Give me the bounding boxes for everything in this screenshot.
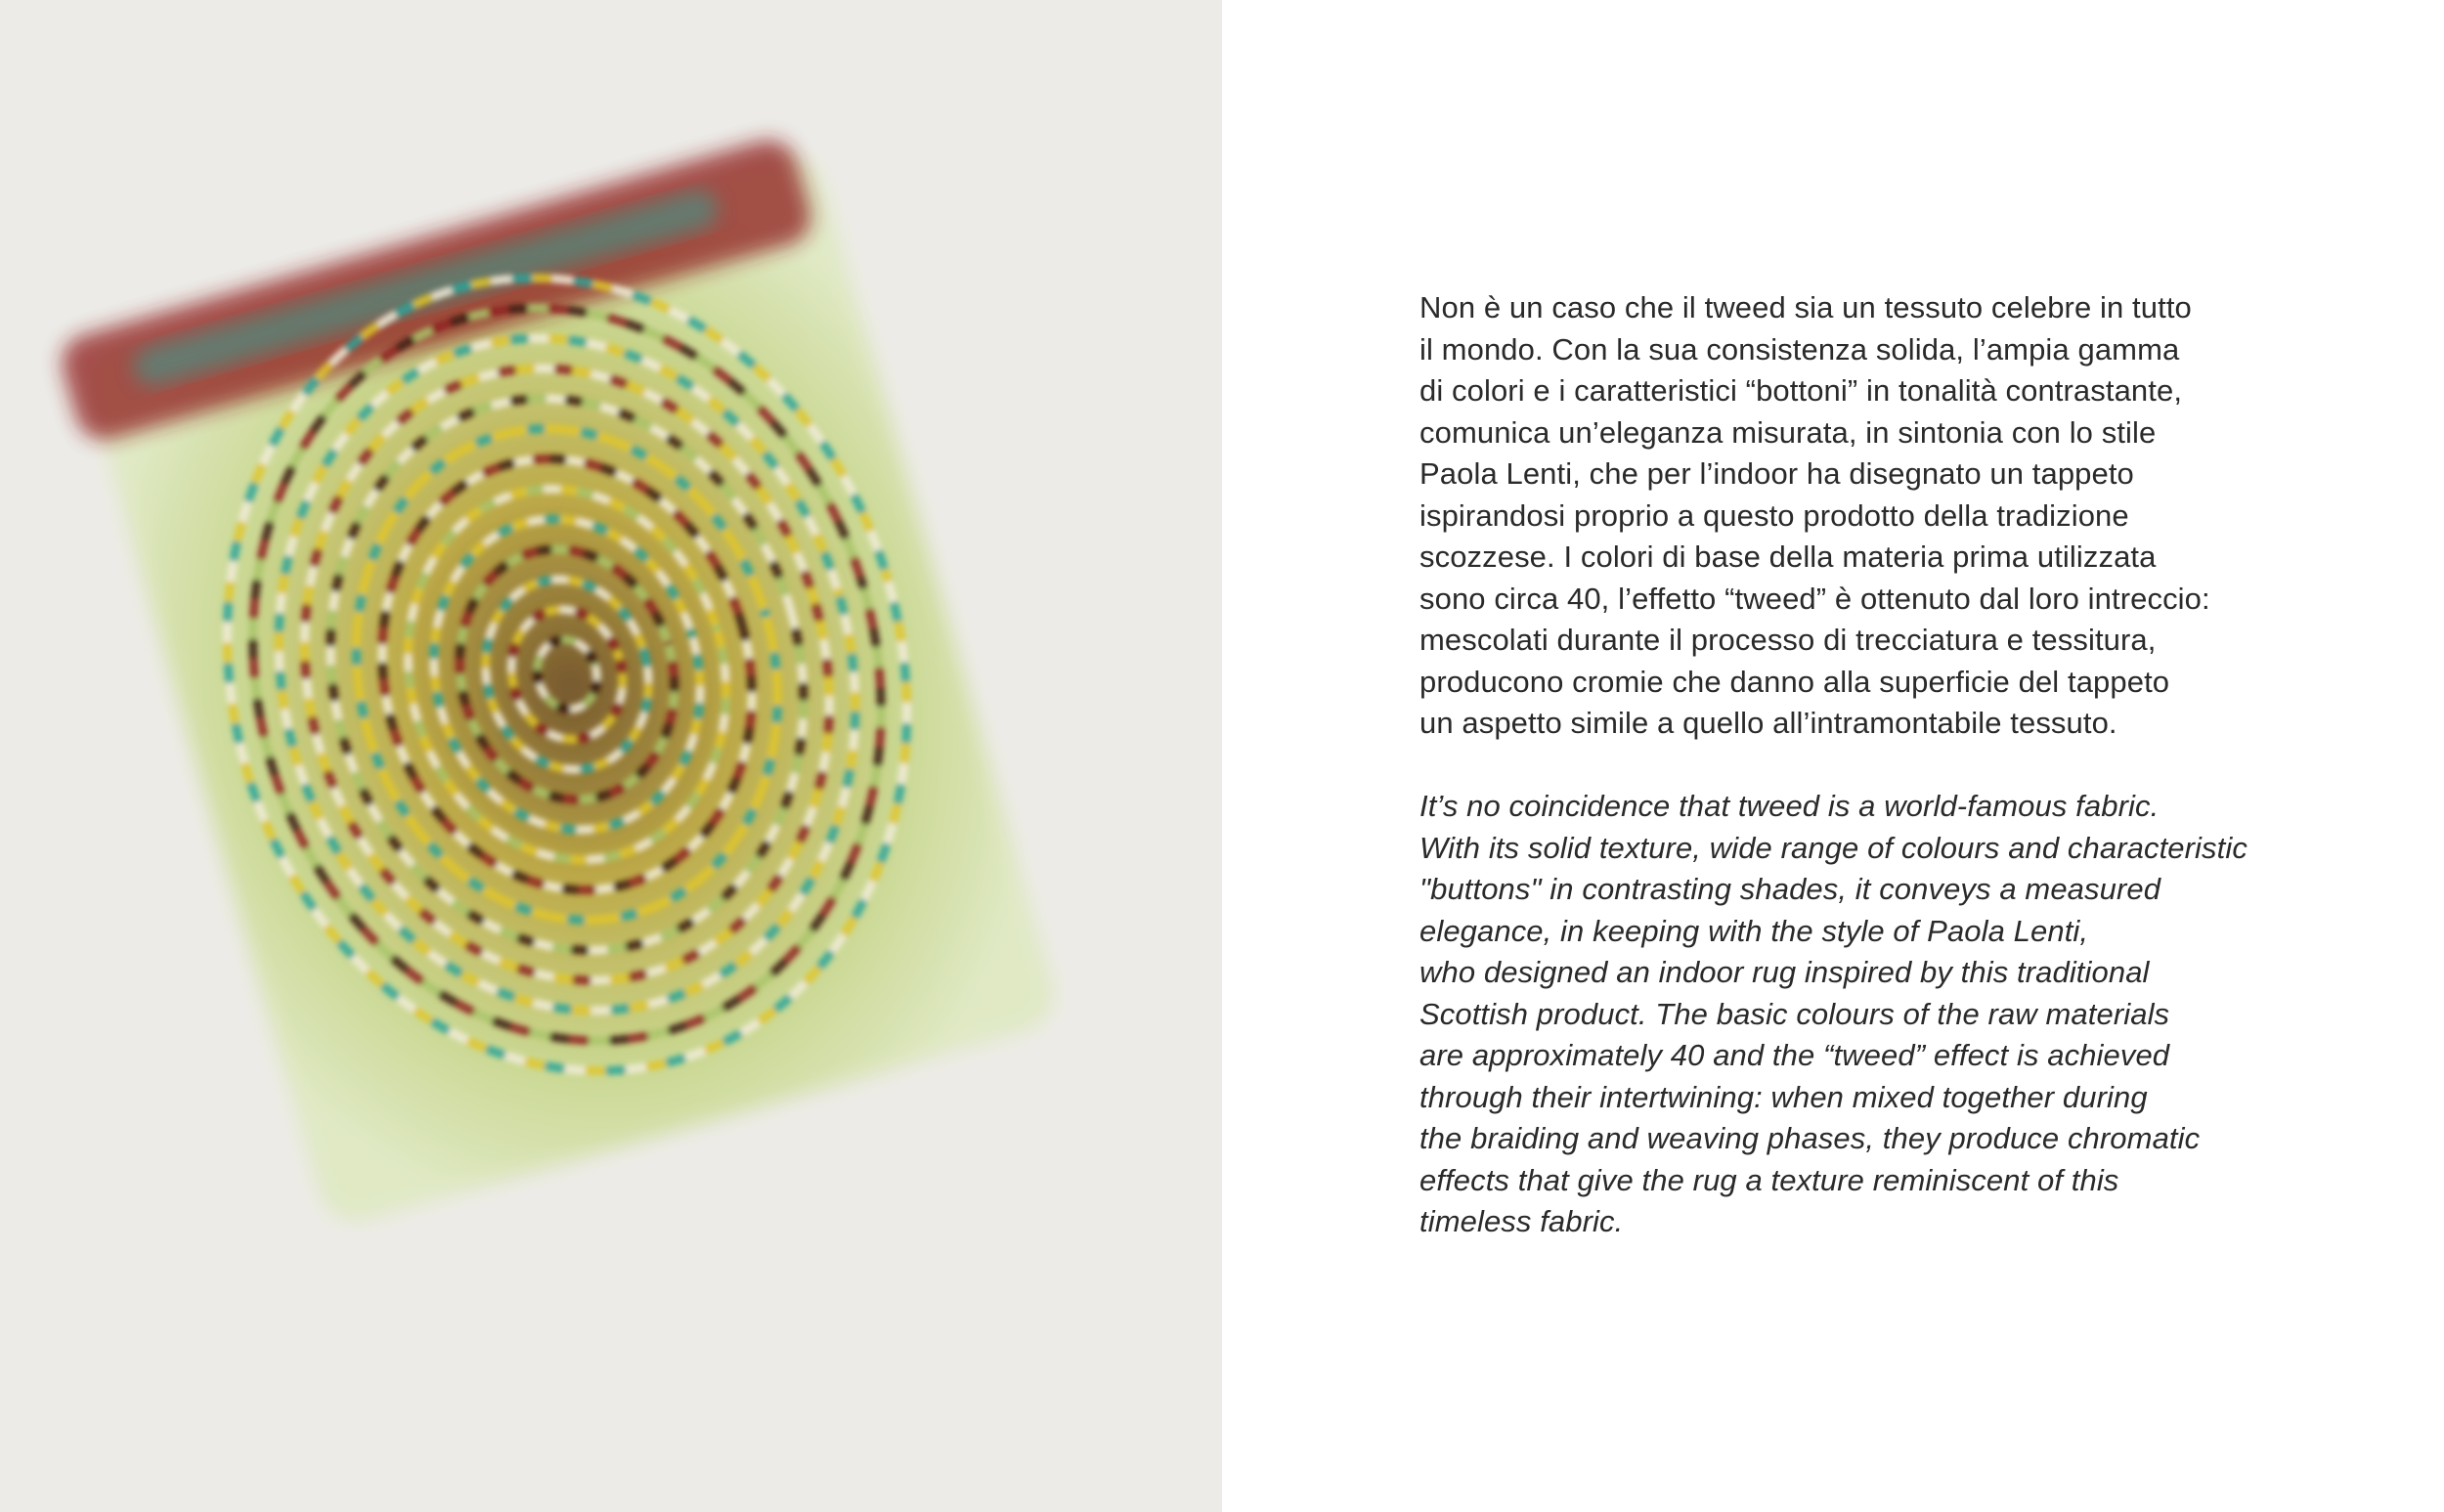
paragraph-line: producono cromie che danno alla superficie del tappeto <box>1419 664 2170 699</box>
paragraph-line: With its solid texture, wide range of colours and characteristic <box>1419 830 2248 865</box>
paragraph-line: It’s no coincidence that tweed is a world-famous fabric. <box>1419 789 2160 823</box>
paragraph-line: Scottish product. The basic colours of the raw materials <box>1419 996 2170 1031</box>
paragraph-line: elegance, in keeping with the style of Paola Lenti, <box>1419 913 2089 948</box>
paragraph-line: "buttons" in contrasting shades, it conveys a measured <box>1419 872 2161 906</box>
italian-paragraph <box>1419 287 2397 745</box>
paragraph-line: the braiding and weaving phases, they produce chromatic <box>1419 1121 2201 1155</box>
paragraph-line: effects that give the rug a texture reminiscent of this <box>1419 1162 2119 1197</box>
paragraph-line: Non è un caso che il tweed sia un tessuto celebre in tutto <box>1419 290 2192 324</box>
paragraph-line: sono circa 40, l’effetto “tweed” è ottenuto dal loro intreccio: <box>1419 581 2210 616</box>
paragraph-line: who designed an indoor rug inspired by this traditional <box>1419 955 2150 989</box>
text-panel <box>1222 0 2444 1512</box>
paragraph-line: il mondo. Con la sua consistenza solida, l’ampia gamma <box>1419 331 2180 367</box>
paragraph-line: Paola Lenti, che per l’indoor ha disegnato un tappeto <box>1419 456 2134 491</box>
paragraph-line: mescolati durante il processo di trecciatura e tessitura, <box>1419 623 2157 657</box>
paragraph-line: un aspetto simile a quello all’intramontabile tessuto. <box>1419 706 2117 740</box>
english-paragraph <box>1419 786 2397 1243</box>
paragraph-line: ispirandosi proprio a questo prodotto della tradizione <box>1419 497 2129 533</box>
paragraph-line: comunica un’eleganza misurata, in sintonia con lo stile <box>1419 414 2157 450</box>
paragraph-line: scozzese. I colori di base della materia prima utilizzata <box>1419 540 2157 574</box>
body-text <box>1419 287 2397 1243</box>
paragraph-line: timeless fabric. <box>1419 1204 1624 1238</box>
paragraph-line: di colori e i caratteristici “bottoni” in tonalità contrastante, <box>1419 373 2183 408</box>
paragraph-line: through their intertwining: when mixed together during <box>1419 1079 2148 1114</box>
paragraph-line: are approximately 40 and the “tweed” effect is achieved <box>1419 1038 2170 1072</box>
